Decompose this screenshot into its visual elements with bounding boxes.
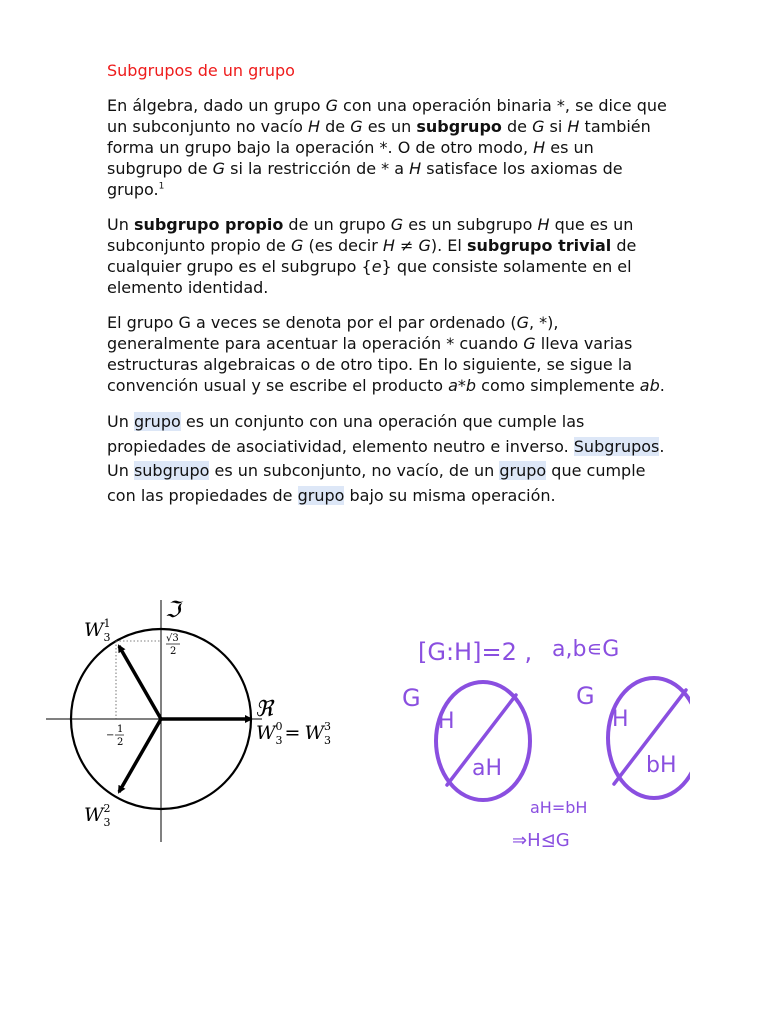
- var-g: G: [532, 117, 545, 136]
- paragraph-definition: [107, 95, 667, 200]
- coset-bh: bH: [646, 753, 677, 778]
- product-expr: ab: [639, 376, 660, 395]
- subgroup-h-right: H: [612, 707, 629, 732]
- minus-sign: −: [106, 730, 115, 741]
- document-body: [107, 59, 667, 522]
- var-g: G: [516, 313, 529, 332]
- text: de: [320, 117, 351, 136]
- var-g: G: [390, 215, 404, 234]
- group-g-left: G: [402, 684, 421, 712]
- text: es un subconjunto, no vacío, de un: [209, 461, 500, 480]
- var-h: H: [537, 215, 550, 234]
- sqrt3-denominator: 2: [170, 646, 177, 657]
- bold-term: subgrupo trivial: [466, 236, 612, 255]
- text: que es un subconjunto propio de: [107, 215, 634, 255]
- imaginary-label: ℑ: [165, 598, 181, 623]
- var-h: H: [308, 117, 321, 136]
- text: , *), generalmente para acentuar la operación * cuando: [107, 313, 559, 353]
- text: Un: [107, 215, 134, 234]
- text: es un subgrupo de: [107, 138, 594, 178]
- equality-note: aH=bH: [530, 798, 588, 817]
- var-g: G: [212, 159, 226, 178]
- vector-w2: [119, 719, 161, 792]
- cosets-sketch: [390, 620, 690, 860]
- var-g: G: [523, 334, 536, 353]
- roots-of-unity-figure: [40, 590, 340, 850]
- text: Un: [107, 412, 134, 431]
- text: En álgebra, dado un grupo: [107, 96, 326, 115]
- text: bajo su misma operación.: [344, 485, 556, 505]
- text: de un grupo: [283, 215, 391, 234]
- text: es un: [362, 117, 417, 136]
- text: (es decir: [303, 236, 383, 255]
- bold-term: subgrupo: [416, 117, 502, 136]
- var-h: H: [533, 138, 546, 157]
- label-w0: $W_30 = W_33$: [256, 720, 331, 747]
- var-g: G: [325, 96, 338, 115]
- sqrt3-numerator: √3: [166, 633, 179, 644]
- text: } que consiste solamente en el elemento identidad.: [107, 257, 632, 297]
- half-numerator: 1: [117, 724, 124, 735]
- var-e: e: [371, 257, 382, 276]
- inequality: H ≠ G: [382, 236, 431, 255]
- coset-ah: aH: [472, 756, 503, 781]
- text: de: [501, 117, 533, 136]
- text: es un conjunto con una operación que cumple las propiedades de asociatividad, elemento neutro e inverso.: [107, 412, 585, 456]
- var-h: H: [409, 159, 422, 178]
- text: ). El: [430, 236, 467, 255]
- highlighted-term: Subgrupos: [573, 436, 660, 456]
- text: El grupo G a veces se denota por el par ordenado (: [107, 313, 517, 332]
- normal-subgroup-note: ⇒H⊴G: [512, 830, 570, 851]
- text: de cualquier grupo es el subgrupo {: [107, 236, 637, 276]
- text: . Un: [107, 436, 665, 480]
- text: si: [544, 117, 568, 136]
- text: si la restricción de * a: [225, 159, 410, 178]
- text: es un subgrupo: [403, 215, 538, 234]
- text: lleva varias estructuras algebraicas o de otro tipo. En lo siguiente, se sigue la convención usual y se escribe el producto: [107, 334, 633, 395]
- page-title: Subgrupos de un grupo: [107, 61, 295, 80]
- label-w1: $W_31$: [84, 617, 111, 644]
- bold-term: subgrupo propio: [133, 215, 284, 234]
- paragraph-summary: [107, 410, 667, 508]
- index-note: [G:H]=2 ,: [418, 638, 533, 666]
- text: como simplemente: [476, 376, 640, 395]
- text: satisface los axiomas de grupo.: [107, 159, 623, 199]
- group-g-right: G: [576, 682, 595, 710]
- footnote-ref: 1: [158, 181, 165, 192]
- text: .: [659, 376, 665, 395]
- var-h: H: [567, 117, 580, 136]
- subgroup-h-left: H: [438, 709, 455, 734]
- half-denominator: 2: [117, 737, 124, 748]
- vector-w1: [119, 646, 161, 719]
- text: que cumple con las propiedades de: [107, 461, 646, 505]
- highlighted-term: grupo: [297, 485, 345, 505]
- label-w2: $W_32$: [84, 802, 111, 829]
- var-g: G: [290, 236, 304, 255]
- highlighted-term: grupo: [133, 412, 181, 431]
- paragraph-notation: [107, 312, 667, 396]
- highlighted-term: subgrupo: [133, 461, 210, 480]
- text: también forma un grupo bajo la operación *. O de otro modo,: [107, 117, 651, 157]
- real-label: ℜ: [255, 697, 273, 722]
- paragraph-proper-subgroup: [107, 214, 667, 298]
- elements-note: a,b∊G: [552, 637, 620, 662]
- highlighted-term: grupo: [499, 461, 547, 480]
- text: con una operación binaria *, se dice que un subconjunto no vacío: [107, 96, 667, 136]
- var-g: G: [350, 117, 363, 136]
- product-expr: a*b: [448, 376, 477, 395]
